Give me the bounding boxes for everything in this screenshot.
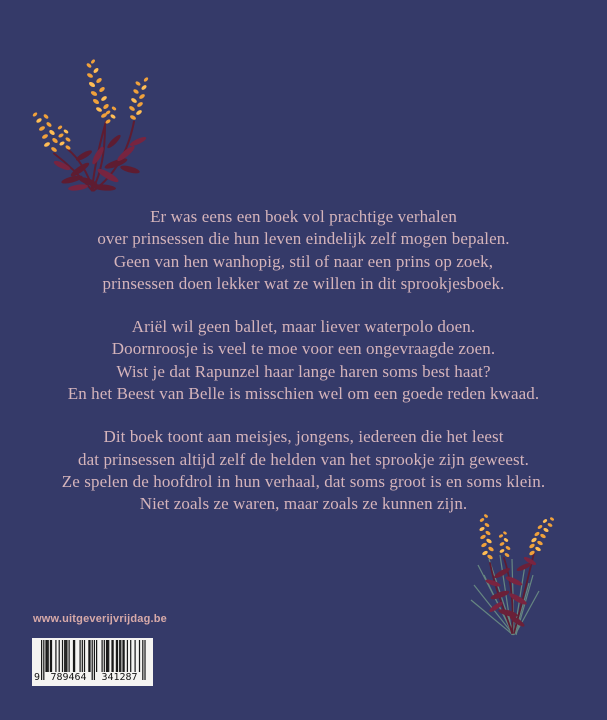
poem-stanza-2 <box>0 316 607 405</box>
poem-line: Geen van hen wanhopig, stil of naar een prins op zoek, <box>113 251 494 271</box>
poem-line: over prinsessen die hun leven eindelijk zelf mogen bepalen. <box>97 229 510 249</box>
poem-stanza-1 <box>0 206 607 295</box>
poem-line: En het Beest van Belle is misschien wel om een goede reden kwaad. <box>67 384 540 404</box>
teal-grass <box>471 555 539 635</box>
isbn-barcode <box>32 638 153 686</box>
poem-line: Ariël wil geen ballet, maar liever waterpolo doen. <box>131 317 476 337</box>
poem-text <box>0 206 607 537</box>
poem-line: Wist je dat Rapunzel haar lange haren soms best haat? <box>116 361 491 381</box>
barcode-digit-group: 341287 <box>101 672 138 683</box>
poem-line: Ze spelen de hoofdrol in hun verhaal, dat soms groot is en soms klein. <box>61 471 546 491</box>
poem-line: prinsessen doen lekker wat ze willen in dit sprookjesboek. <box>102 273 505 293</box>
poem-line: Er was eens een boek vol prachtige verhalen <box>150 207 457 226</box>
barcode-digit-group: 789464 <box>50 672 87 683</box>
poem-line: Dit boek toont aan meisjes, jongens, iedereen die het leest <box>103 427 504 447</box>
orange-flower-spikes <box>32 59 149 153</box>
barcode-digit-group: 9 <box>33 672 41 683</box>
maroon-leaves <box>485 556 538 629</box>
flower-illustration-top-left <box>18 56 168 194</box>
poem-line: Doornroosje is veel te moe voor een ongevraagde zoen. <box>111 339 496 359</box>
poem-line: Niet zoals ze waren, maar zoals ze kunnen zijn. <box>139 494 468 514</box>
publisher-website-url: www.uitgeverijvrijdag.be <box>33 613 167 625</box>
maroon-leaves <box>53 133 148 191</box>
barcode-digits <box>32 672 153 685</box>
poem-line: dat prinsessen altijd zelf de helden van het sprookje zijn geweest. <box>78 449 529 469</box>
poem-stanza-3 <box>0 426 607 515</box>
